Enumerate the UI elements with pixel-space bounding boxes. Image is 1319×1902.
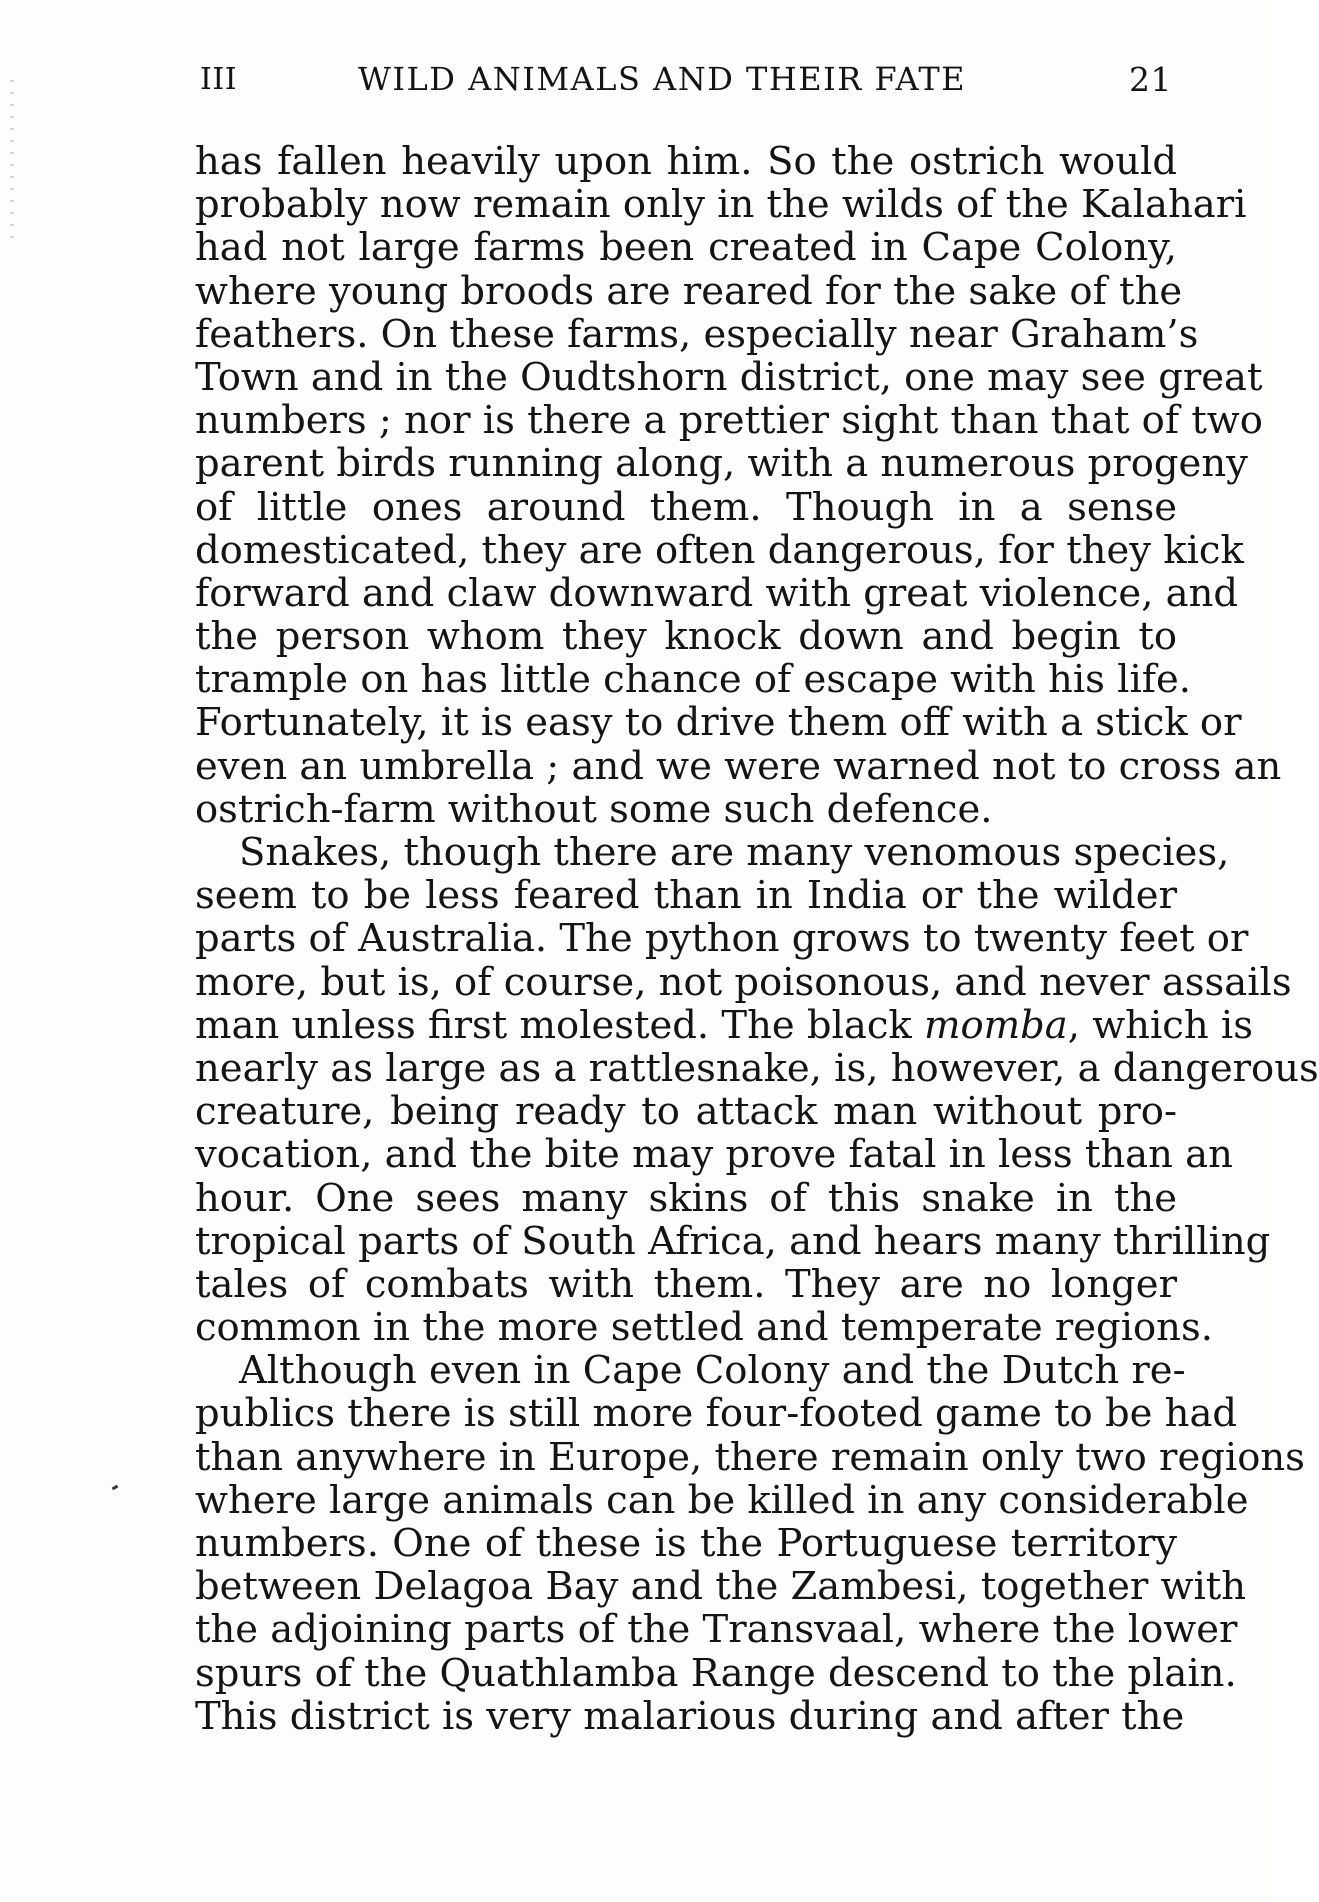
text-line: feathers. On these farms, especially near Graham’s <box>195 311 1199 357</box>
chapter-numeral: III <box>200 62 238 97</box>
text-line: parent birds running along, with a numerous progeny <box>195 441 1248 487</box>
paragraph <box>195 139 1282 832</box>
text-line: ostrich-farm without some such defence. <box>195 786 993 832</box>
text-line: domesticated, they are often dangerous, for they kick <box>195 527 1244 573</box>
text-line: seem to be less feared than in India or the wilder <box>195 873 1177 919</box>
text-line: than anywhere in Europe, there remain only two regions <box>195 1434 1305 1480</box>
text-line: spurs of the Quathlamba Range descend to the plain. <box>195 1650 1237 1696</box>
text-line: where young broods are reared for the sake of the <box>195 268 1183 314</box>
text-line: where large animals can be killed in any considerable <box>195 1477 1249 1523</box>
margin-mark <box>112 1485 119 1491</box>
text-line: creature, being ready to attack man without pro- <box>195 1089 1177 1135</box>
text-line: Snakes, though there are many venomous species, <box>239 830 1230 875</box>
running-head <box>200 54 1176 104</box>
text-line: Fortunately, it is easy to drive them off with a stick or <box>195 700 1242 746</box>
text-line: parts of Australia. The python grows to twenty feet or <box>195 916 1249 962</box>
text-line: common in the more settled and temperate regions. <box>195 1305 1213 1351</box>
text-line: probably now remain only in the wilds of the Kalahari <box>195 182 1247 228</box>
text-line: between Delagoa Bay and the Zambesi, together with <box>195 1564 1247 1610</box>
text-line: of little ones around them. Though in a sense <box>195 484 1177 530</box>
text-line: the person whom they knock down and begin to <box>195 614 1177 660</box>
paragraph <box>195 1348 1305 1739</box>
text-line: even an umbrella ; and we were warned not to cross an <box>195 743 1282 789</box>
text-line: hour. One sees many skins of this snake in the <box>195 1175 1177 1221</box>
text-line: vocation, and the bite may prove fatal in less than an <box>195 1132 1233 1178</box>
running-title: WILD ANIMALS AND THEIR FATE <box>358 60 967 98</box>
text-line: man unless first molested. The black momba, which is <box>195 1002 1253 1048</box>
text-line: numbers ; nor is there a prettier sight than that of two <box>195 398 1263 444</box>
text-line: nearly as large as a rattlesnake, is, however, a dangerous <box>195 1045 1319 1091</box>
text-line: forward and claw downward with great violence, and <box>195 570 1239 616</box>
text-line: This district is very malarious during and after the <box>195 1693 1185 1739</box>
text-line: had not large farms been created in Cape Colony, <box>195 225 1177 271</box>
text-line: tales of combats with them. They are no longer <box>195 1261 1177 1307</box>
scan-margin-dots <box>10 80 14 240</box>
text-line: more, but is, of course, not poisonous, and never assails <box>195 959 1292 1005</box>
page-number: 21 <box>1129 60 1172 99</box>
text-line: Although even in Cape Colony and the Dutch re- <box>239 1348 1186 1394</box>
text-line: has fallen heavily upon him. So the ostrich would <box>195 139 1177 184</box>
text-line: trample on has little chance of escape with his life. <box>195 657 1192 703</box>
text-line: Town and in the Oudtshorn district, one may see great <box>195 354 1263 400</box>
text-line: numbers. One of these is the Portuguese territory <box>195 1521 1177 1566</box>
text-line: tropical parts of South Africa, and hears many thrilling <box>195 1218 1271 1264</box>
text-line: publics there is still more four-footed game to be had <box>195 1391 1238 1437</box>
text-line: the adjoining parts of the Transvaal, where the lower <box>195 1607 1238 1653</box>
paragraph <box>195 830 1319 1351</box>
body-text <box>195 139 1319 1739</box>
